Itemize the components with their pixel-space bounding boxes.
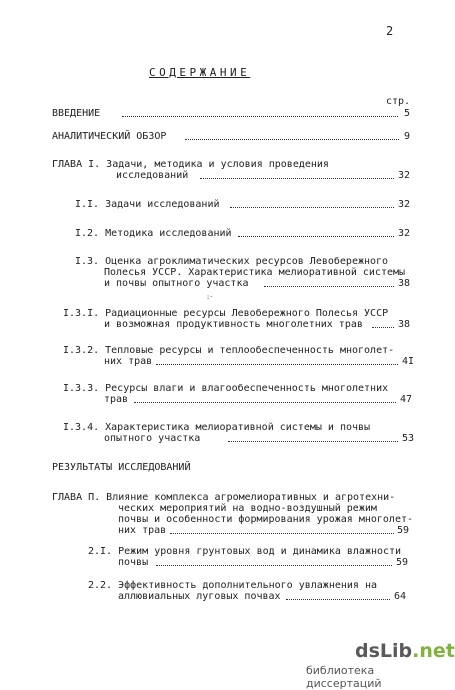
- toc-leader-dots: [185, 139, 399, 140]
- toc-analytic-title: АНАЛИТИЧЕСКИЙ ОБЗОР: [52, 131, 167, 142]
- toc-s13-line3: и почвы опытного участка: [104, 278, 249, 289]
- toc-s21-line1: 2.I. Режим уровня грунтовых вод и динамика влажности: [88, 546, 402, 557]
- toc-ch2-line3: почвы и особенности формирования урожая многолет-: [118, 514, 414, 525]
- toc-s132-line1: I.3.2. Тепловые ресурсы и теплообеспеченность многолет-: [63, 345, 395, 356]
- toc-s22-page: 64: [394, 591, 407, 602]
- toc-ch1-page: 32: [398, 170, 411, 181]
- toc-s21-line2: почвы: [118, 557, 149, 568]
- toc-s131-line1: I.3.I. Радиационные ресурсы Левобережного Полесья УССР: [63, 308, 389, 319]
- toc-ch2-line4: них трав: [118, 525, 167, 536]
- toc-leader-dots: [134, 402, 396, 403]
- watermark-logo: [355, 640, 455, 662]
- toc-s12-title: I.2. Методика исследований: [75, 228, 232, 239]
- toc-results-heading: РЕЗУЛЬТАТЫ ИССЛЕДОВАНИЙ: [52, 462, 191, 473]
- watermark-subtitle: библиотека диссертаций: [306, 664, 382, 690]
- toc-intro-title: ВВЕДЕНИЕ: [52, 108, 101, 119]
- toc-s131-line2: и возможная продуктивность многолетних трав: [104, 319, 363, 330]
- toc-s13-line2: Полесья УССР. Характеристика мелиоративной системы: [104, 267, 406, 278]
- toc-ch2-line2: ческих мероприятий на водно-воздушный режим: [118, 503, 377, 514]
- toc-leader-dots: [286, 599, 390, 600]
- toc-leader-dots: [156, 364, 398, 365]
- toc-ch2-page: 59: [397, 525, 410, 536]
- toc-s22-line2: аллювиальных луговых почвах: [118, 591, 281, 602]
- toc-leader-dots: [238, 236, 394, 237]
- toc-s21-page: 59: [396, 557, 409, 568]
- toc-intro-page: 5: [404, 108, 411, 119]
- toc-s133-page: 47: [400, 394, 413, 405]
- toc-s134-line1: I.3.4. Характеристика мелиоративной системы и почвы: [63, 422, 371, 433]
- page-number: 2: [386, 24, 394, 38]
- toc-leader-dots: [372, 327, 394, 328]
- page-title: СОДЕРЖАНИЕ: [149, 66, 251, 79]
- toc-s132-page: 4I: [402, 356, 415, 367]
- watermark-logo-main: dsLib: [355, 640, 413, 662]
- toc-s133-line1: I.3.3. Ресурсы влаги и влагообеспеченность многолетних: [63, 383, 389, 394]
- toc-s13-line1: I.3. Оценка агроклиматических ресурсов Левобережного: [75, 256, 389, 267]
- toc-leader-dots: [264, 286, 394, 287]
- toc-s131-page: 38: [398, 319, 411, 330]
- pages-column-label: стр.: [386, 96, 411, 107]
- toc-leader-dots: [156, 565, 392, 566]
- toc-s133-line2: трав: [104, 394, 129, 405]
- toc-ch1-line1: ГЛАВА I. Задачи, методика и условия проведения: [52, 159, 329, 170]
- toc-s134-page: 53: [402, 433, 415, 444]
- toc-leader-dots: [228, 441, 398, 442]
- toc-s11-title: I.I. Задачи исследований: [75, 199, 220, 210]
- toc-s11-page: 32: [398, 199, 411, 210]
- toc-s132-line2: них трав: [104, 356, 153, 367]
- toc-leader-dots: [122, 116, 398, 117]
- toc-leader-dots: [170, 533, 394, 534]
- toc-ch1-line2: исследований: [116, 170, 189, 181]
- toc-s134-line2: опытного участка: [104, 433, 201, 444]
- toc-s22-line1: 2.2. Эффективность дополнительного увлажнения на: [88, 580, 377, 591]
- toc-analytic-page: 9: [404, 131, 411, 142]
- toc-leader-dots: [200, 178, 394, 179]
- toc-ch2-line1: ГЛАВА П. Влияние комплекса агромелиоративных и агротехни-: [52, 492, 396, 503]
- toc-leader-dots: [230, 207, 394, 208]
- watermark-logo-tld: .net: [412, 640, 455, 662]
- toc-s12-page: 32: [398, 228, 411, 239]
- scan-speck: ꓽ·: [207, 293, 214, 301]
- toc-s13-page: 38: [398, 278, 411, 289]
